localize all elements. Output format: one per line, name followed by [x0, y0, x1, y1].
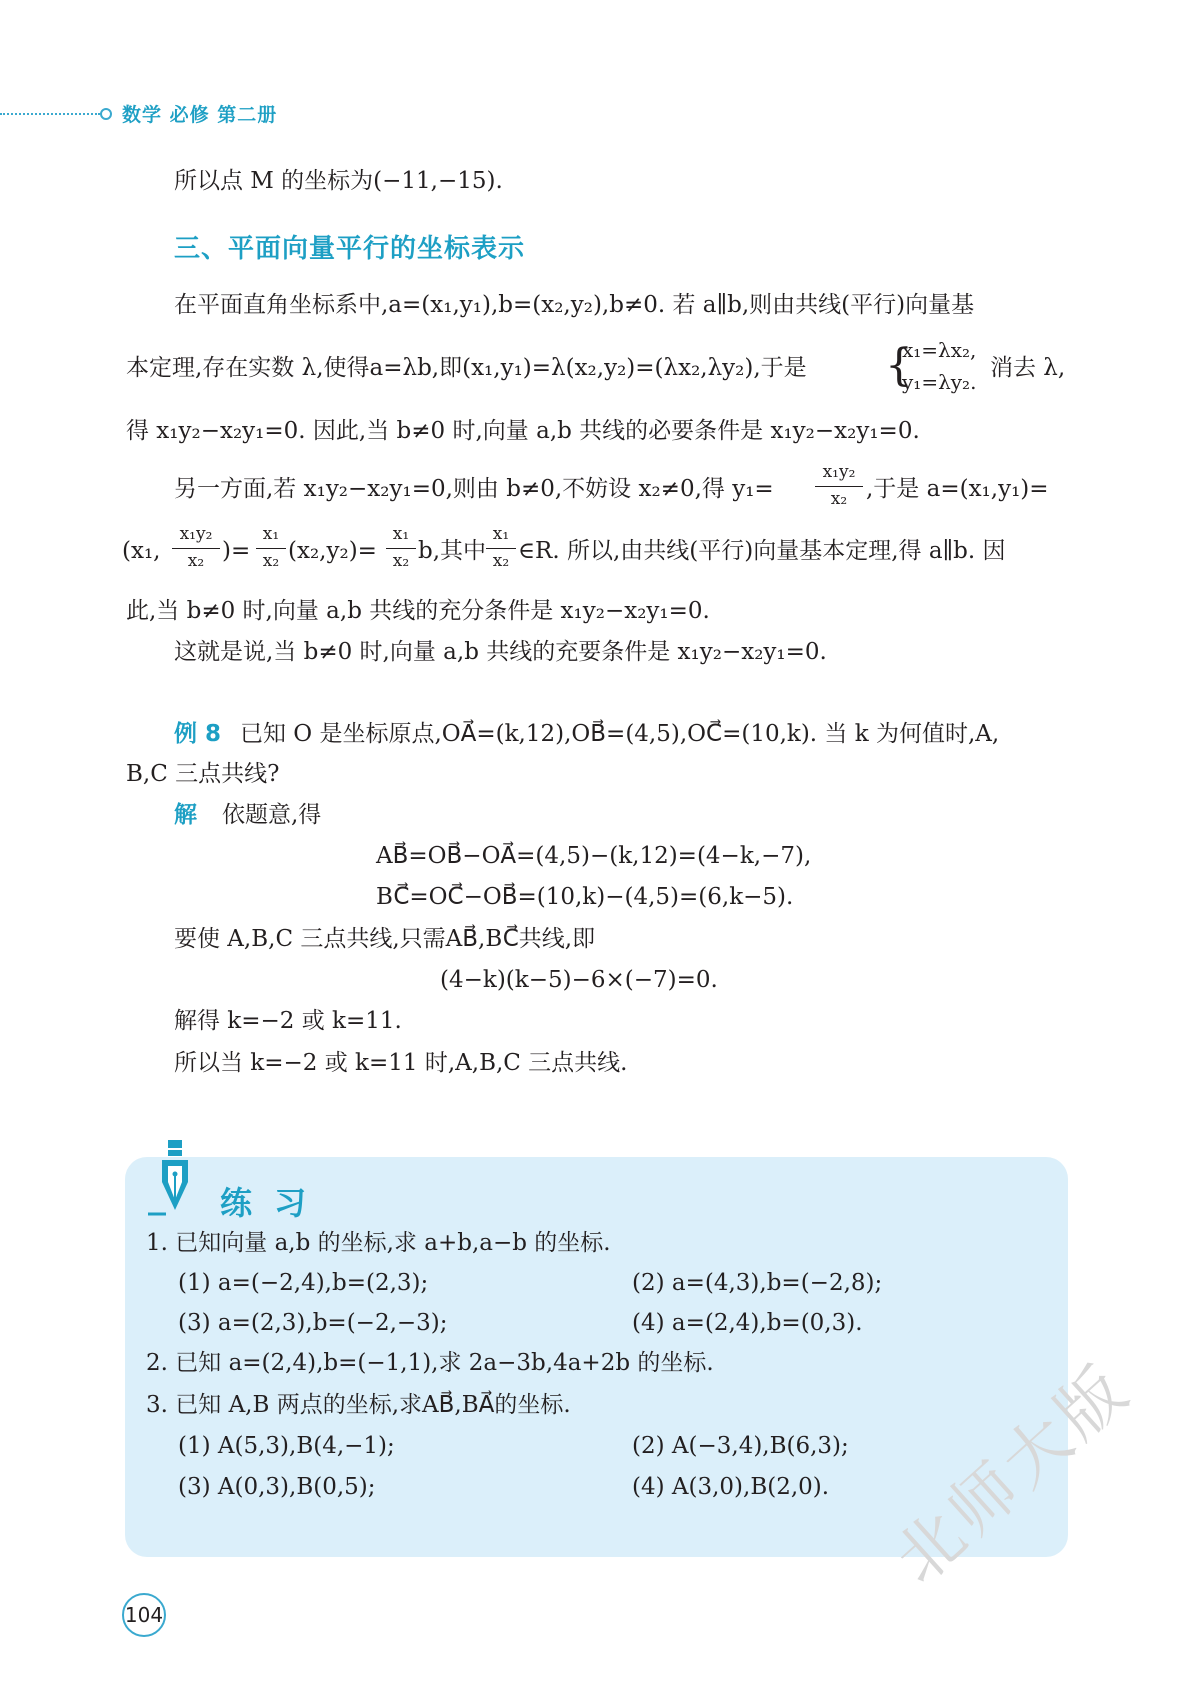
example-text-3: 要使 A,B,C 三点共线,只需AB⃗,BC⃗共线,即 [174, 926, 596, 952]
example-text-5: 所以当 k=−2 或 k=11 时,A,B,C 三点共线. [174, 1050, 628, 1076]
fraction-den: x₂ [492, 551, 510, 571]
text-line-7d: b,其中 [418, 538, 487, 564]
practice-title: 练习 [220, 1184, 329, 1222]
text-line-8: 此,当 b≠0 时,向量 a,b 共线的充分条件是 x₁y₂−x₂y₁=0. [126, 598, 710, 624]
section-title: 三、平面向量平行的坐标表示 [174, 234, 526, 264]
fraction-bar [815, 486, 863, 487]
running-header-title: 数学 必修 第二册 [122, 104, 278, 126]
text-line-9: 这就是说,当 b≠0 时,向量 a,b 共线的充要条件是 x₁y₂−x₂y₁=0. [174, 639, 827, 665]
watermark: 北师大版 [880, 1348, 1146, 1599]
practice-q3-item-2: (2) A(−3,4),B(6,3); [632, 1433, 849, 1459]
page-number: 104 [122, 1593, 166, 1637]
fraction-den: x₂ [830, 489, 848, 509]
practice-question-2: 2. 已知 a=(2,4),b=(−1,1),求 2a−3b,4a+2b 的坐标. [146, 1350, 714, 1376]
example-text-4: 解得 k=−2 或 k=11. [174, 1008, 402, 1034]
fraction-bar [172, 548, 220, 549]
text-line-7a: (x₁, [122, 538, 161, 564]
text-line-1: 所以点 M 的坐标为(−11,−15). [174, 168, 503, 194]
example-text-1: 已知 O 是坐标原点,OA⃗=(k,12),OB⃗=(4,5),OC⃗=(10,k). 当 k 为何值时,A, [240, 721, 1000, 747]
text-line-4b: 消去 λ, [990, 355, 1066, 381]
text-line-7c: (x₂,y₂)= [288, 538, 377, 564]
header-dotted-line [0, 113, 100, 115]
text-line-6b: ,于是 a=(x₁,y₁)= [866, 476, 1049, 502]
fraction-den: x₂ [262, 551, 280, 571]
system-eq-1: x₁=λx₂, [902, 338, 977, 362]
fountain-pen-icon [148, 1140, 202, 1216]
fraction-num: x₁y₂ [179, 524, 213, 544]
system-eq-2: y₁=λy₂. [902, 370, 977, 394]
solution-text: 依题意,得 [222, 802, 322, 828]
equation-3: (4−k)(k−5)−6×(−7)=0. [440, 967, 718, 993]
practice-question-1: 1. 已知向量 a,b 的坐标,求 a+b,a−b 的坐标. [146, 1230, 611, 1256]
fraction-den: x₂ [187, 551, 205, 571]
text-line-7b: )= [222, 538, 251, 564]
system-brace: { [885, 340, 913, 391]
practice-q3-item-1: (1) A(5,3),B(4,−1); [178, 1433, 395, 1459]
practice-q3-item-3: (3) A(0,3),B(0,5); [178, 1474, 376, 1500]
fraction-bar [256, 548, 286, 549]
fraction-num: x₁ [492, 524, 510, 544]
practice-q1-item-3: (3) a=(2,3),b=(−2,−3); [178, 1310, 448, 1336]
text-line-3: 在平面直角坐标系中,a=(x₁,y₁),b=(x₂,y₂),b≠0. 若 a∥b,则由共线(平行)向量基 [174, 292, 975, 318]
text-line-5: 得 x₁y₂−x₂y₁=0. 因此,当 b≠0 时,向量 a,b 共线的必要条件是 x₁y₂−x₂y₁=0. [126, 418, 920, 444]
fraction-bar [386, 548, 416, 549]
equation-2: BC⃗=OC⃗−OB⃗=(10,k)−(4,5)=(6,k−5). [376, 884, 794, 910]
practice-q1-item-1: (1) a=(−2,4),b=(2,3); [178, 1270, 429, 1296]
fraction-den: x₂ [392, 551, 410, 571]
header-circle-icon [100, 108, 112, 120]
example-label: 例 8 [174, 721, 222, 747]
practice-q3-item-4: (4) A(3,0),B(2,0). [632, 1474, 830, 1500]
fraction-num: x₁ [262, 524, 280, 544]
practice-q1-item-4: (4) a=(2,4),b=(0,3). [632, 1310, 863, 1336]
fraction-bar [486, 548, 516, 549]
equation-1: AB⃗=OB⃗−OA⃗=(4,5)−(k,12)=(4−k,−7), [376, 843, 812, 869]
solution-label: 解 [174, 802, 197, 828]
text-line-6a: 另一方面,若 x₁y₂−x₂y₁=0,则由 b≠0,不妨设 x₂≠0,得 y₁= [174, 476, 774, 502]
fraction-num: x₁y₂ [822, 462, 856, 482]
text-line-4a: 本定理,存在实数 λ,使得a=λb,即(x₁,y₁)=λ(x₂,y₂)=(λx₂,λy₂),于是 [126, 355, 807, 381]
practice-question-3: 3. 已知 A,B 两点的坐标,求AB⃗,BA⃗的坐标. [146, 1392, 571, 1418]
example-text-2: B,C 三点共线? [126, 761, 280, 787]
practice-q1-item-2: (2) a=(4,3),b=(−2,8); [632, 1270, 883, 1296]
fraction-num: x₁ [392, 524, 410, 544]
text-line-7e: ∈R. 所以,由共线(平行)向量基本定理,得 a∥b. 因 [518, 538, 1006, 564]
